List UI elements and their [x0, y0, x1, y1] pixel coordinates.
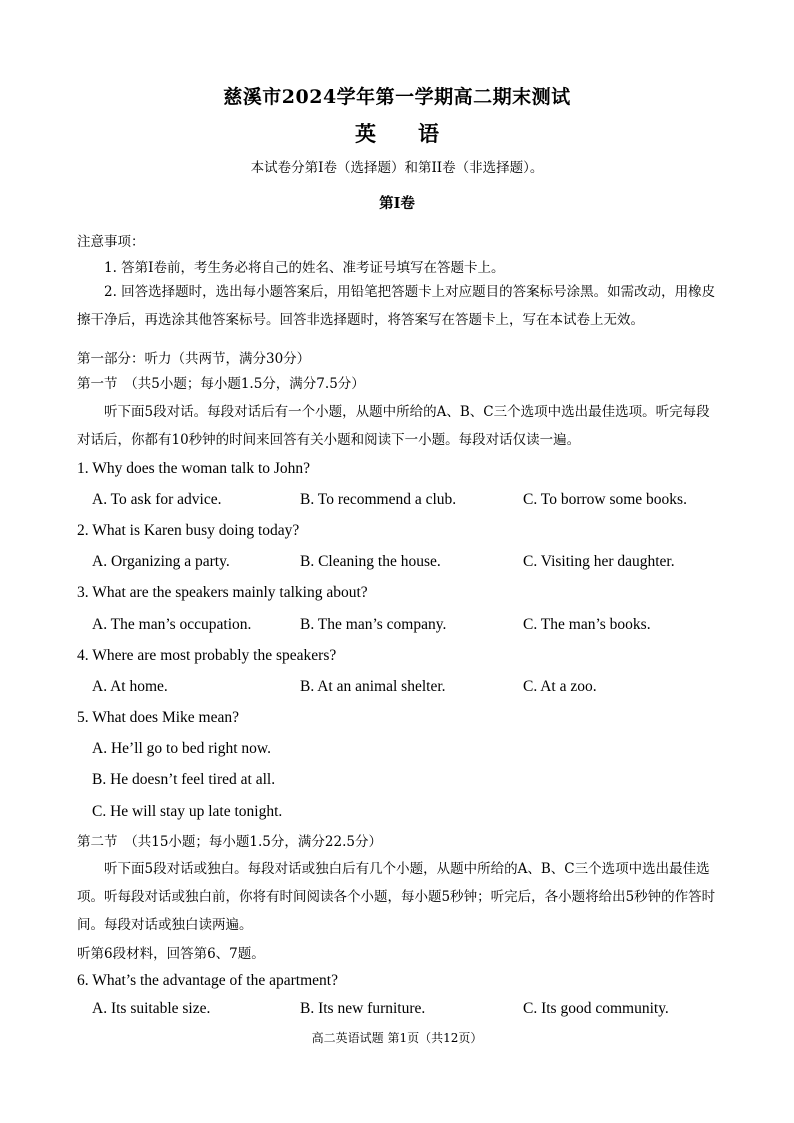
- q1-option-b: B. To recommend a club.: [300, 491, 457, 508]
- q3-option-c: C. The man’s books.: [523, 616, 651, 633]
- q1-option-c: C. To borrow some books.: [523, 491, 687, 508]
- question-1: 1. Why does the woman talk to John?: [77, 460, 311, 477]
- q5-option-c: C. He will stay up late tonight.: [92, 803, 283, 820]
- q1-option-a: A. To ask for advice.: [92, 491, 222, 508]
- material-6-heading: 听第6段材料，回答第6、7题。: [77, 946, 265, 962]
- q5-option-b: B. He doesn’t feel tired at all.: [92, 771, 276, 788]
- question-5: 5. What does Mike mean?: [77, 709, 239, 726]
- section1-heading: 第一节 （共5小题；每小题1.5分，满分7.5分）: [77, 376, 365, 392]
- q3-option-a: A. The man’s occupation.: [92, 616, 252, 633]
- q4-option-b: B. At an animal shelter.: [300, 678, 446, 695]
- volume-title: 第I卷: [379, 195, 415, 212]
- subject-title: 英 语: [355, 121, 439, 146]
- q4-option-c: C. At a zoo.: [523, 678, 597, 695]
- question-3: 3. What are the speakers mainly talking about?: [77, 584, 368, 601]
- exam-intro: 本试卷分第I卷（选择题）和第II卷（非选择题）。: [250, 160, 544, 176]
- q3-option-b: B. The man’s company.: [300, 616, 447, 633]
- question-4: 4. Where are most probably the speakers?: [77, 647, 337, 664]
- q2-option-c: C. Visiting her daughter.: [523, 553, 675, 570]
- q4-option-a: A. At home.: [92, 678, 168, 695]
- section2-instructions: 听下面5段对话或独白。每段对话或独白后有几个小题，从题中所给的A、B、C三个选项中选出最佳选项。听每段对话或独白前，你将有时间阅读各个小题，每小题5秒钟；听完后，各小题将给出5秒钟的作答时间。每段对话或独白读两遍。: [77, 861, 716, 933]
- notes-item-2: 2. 回答选择题时，选出每小题答案后，用铅笔把答题卡上对应题目的答案标号涂黑。如需改动，用橡皮擦干净后，再选涂其他答案标号。回答非选择题时，将答案写在答题卡上，写在本试卷上无效。: [77, 284, 716, 328]
- section2-heading: 第二节 （共15小题；每小题1.5分，满分22.5分）: [77, 834, 382, 850]
- notes-item-1: 1. 答第I卷前，考生务必将自己的姓名、准考证号填写在答题卡上。: [104, 260, 505, 276]
- q2-option-a: A. Organizing a party.: [92, 553, 230, 570]
- q6-option-c: C. Its good community.: [523, 1000, 669, 1017]
- notes-heading: 注意事项：: [77, 234, 145, 250]
- q2-option-b: B. Cleaning the house.: [300, 553, 441, 570]
- q5-option-a: A. He’ll go to bed right now.: [92, 740, 271, 757]
- section1-instructions: 听下面5段对话。每段对话后有一个小题，从题中所给的A、B、C三个选项中选出最佳选项。听完每段对话后，你都有10秒钟的时间来回答有关小题和阅读下一小题。每段对话仅读一遍。: [77, 404, 710, 448]
- question-6: 6. What’s the advantage of the apartment?: [77, 972, 338, 989]
- q6-option-a: A. Its suitable size.: [92, 1000, 211, 1017]
- exam-title: 慈溪市2024学年第一学期高二期末测试: [223, 86, 571, 108]
- part1-heading: 第一部分：听力（共两节，满分30分）: [77, 351, 311, 367]
- question-2: 2. What is Karen busy doing today?: [77, 522, 300, 539]
- page-footer: 高二英语试题 第1页（共12页）: [311, 1031, 483, 1045]
- q6-option-b: B. Its new furniture.: [300, 1000, 426, 1017]
